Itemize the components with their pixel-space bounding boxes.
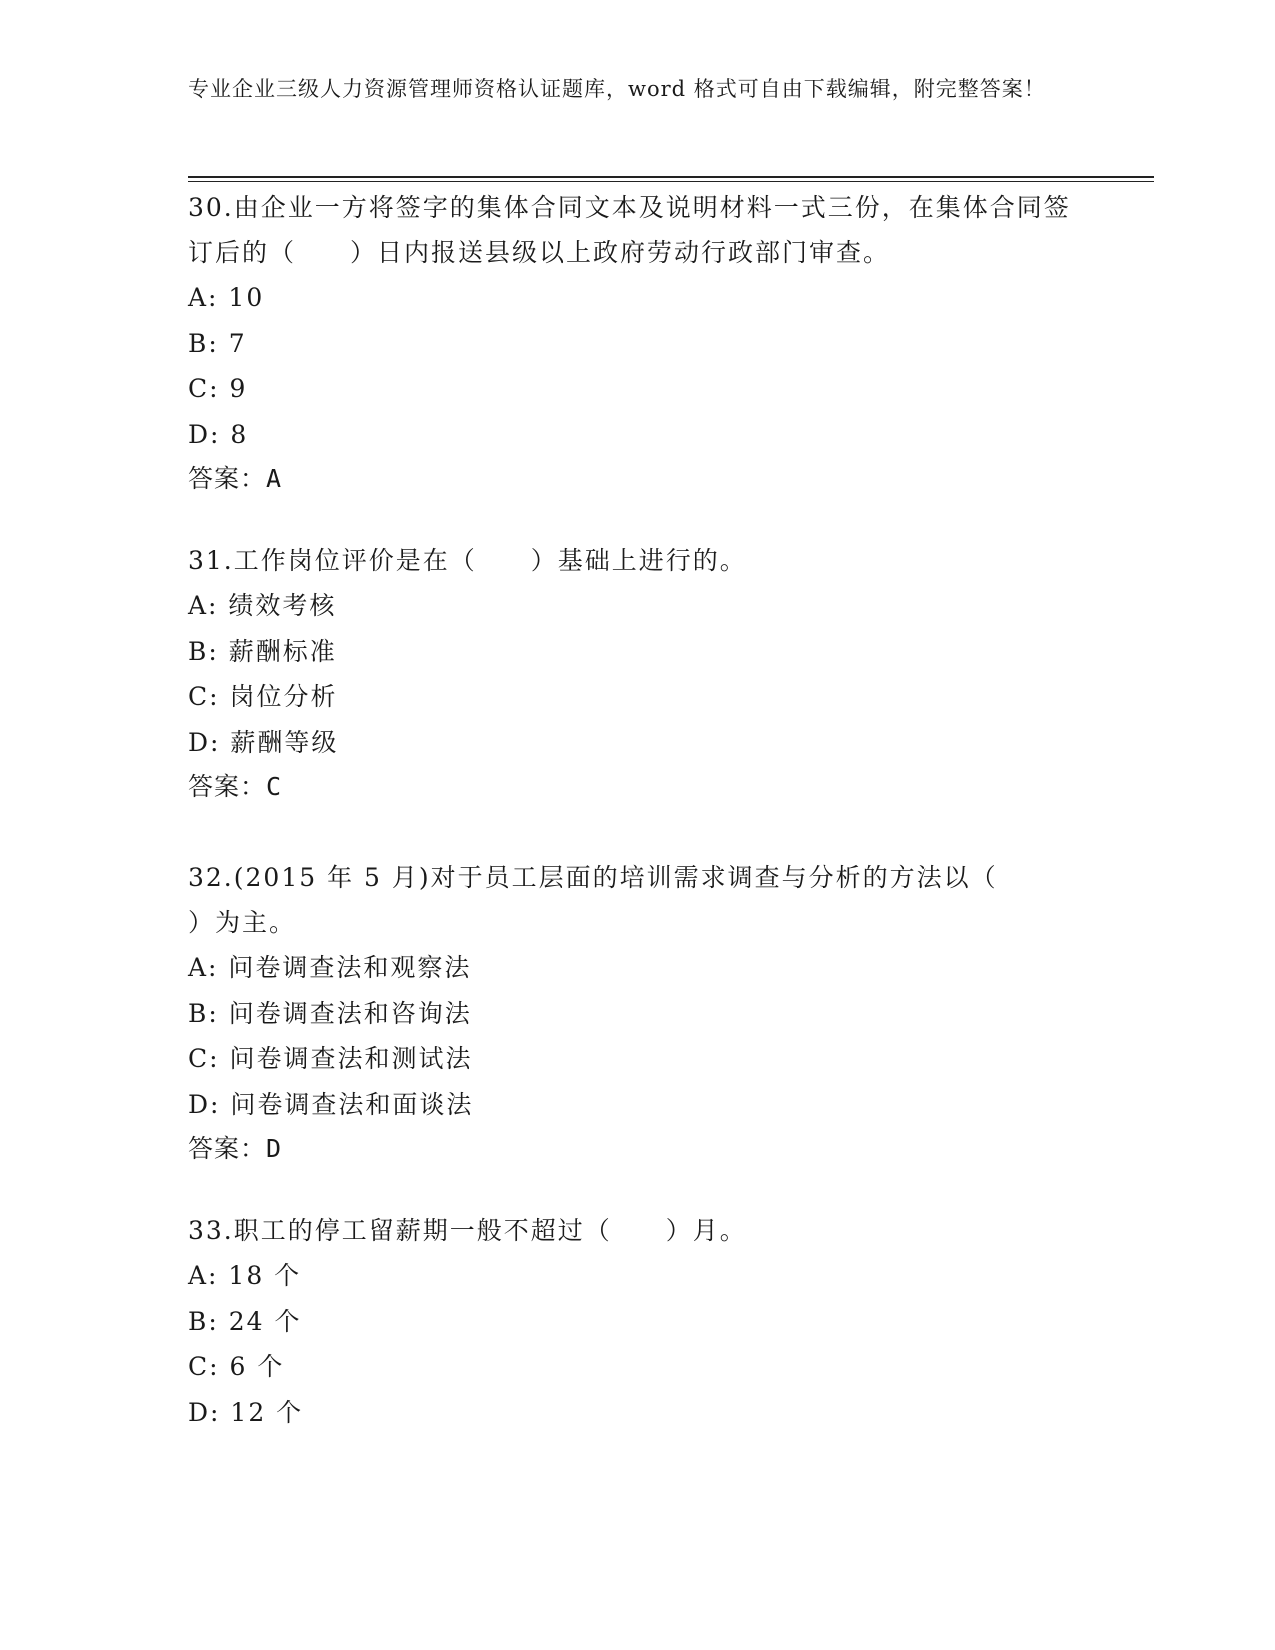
option-a: A: 绩效考核 (188, 591, 337, 620)
answer-label: 答案：D (188, 1134, 283, 1163)
option-c: C: 6 个 (188, 1352, 285, 1381)
option-a: A: 问卷调查法和观察法 (188, 953, 472, 982)
option-c: C: 9 (188, 374, 248, 403)
question-32 (188, 855, 1088, 1171)
question-stem: 30.由企业一方将签字的集体合同文本及说明材料一式三份，在集体合同签订后的（ ）日内报送县级以上政府劳动行政部门审查。 (188, 193, 1071, 267)
document-header: 专业企业三级人力资源管理师资格认证题库，word 格式可自由下载编辑，附完整答案！ (188, 77, 1046, 101)
option-c: C: 问卷调查法和测试法 (188, 1044, 473, 1073)
question-31 (188, 538, 1088, 809)
option-b: B: 7 (188, 328, 247, 358)
option-d: D: 12 个 (188, 1397, 304, 1427)
option-d: D: 8 (188, 419, 249, 449)
answer-label: 答案：A (188, 464, 283, 493)
question-stem: 33.职工的停工留薪期一般不超过（ ）月。 (188, 1216, 747, 1245)
option-b: B: 问卷调查法和咨询法 (188, 998, 472, 1028)
answer-label: 答案：C (188, 772, 283, 801)
option-a: A: 18 个 (188, 1261, 302, 1290)
option-a: A: 10 (188, 283, 265, 312)
option-b: B: 薪酬标准 (188, 636, 337, 666)
header-divider-thick (188, 176, 1154, 178)
option-d: D: 问卷调查法和面谈法 (188, 1089, 474, 1119)
question-30 (188, 185, 1088, 501)
question-stem: 31.工作岗位评价是在（ ）基础上进行的。 (188, 546, 747, 575)
question-33 (188, 1208, 1088, 1435)
header-divider-thin (188, 181, 1154, 182)
option-b: B: 24 个 (188, 1306, 302, 1336)
question-stem: 32.(2015 年 5 月)对于员工层面的培训需求调查与分析的方法以（ ）为主。 (188, 863, 998, 937)
option-c: C: 岗位分析 (188, 682, 338, 711)
option-d: D: 薪酬等级 (188, 727, 339, 757)
